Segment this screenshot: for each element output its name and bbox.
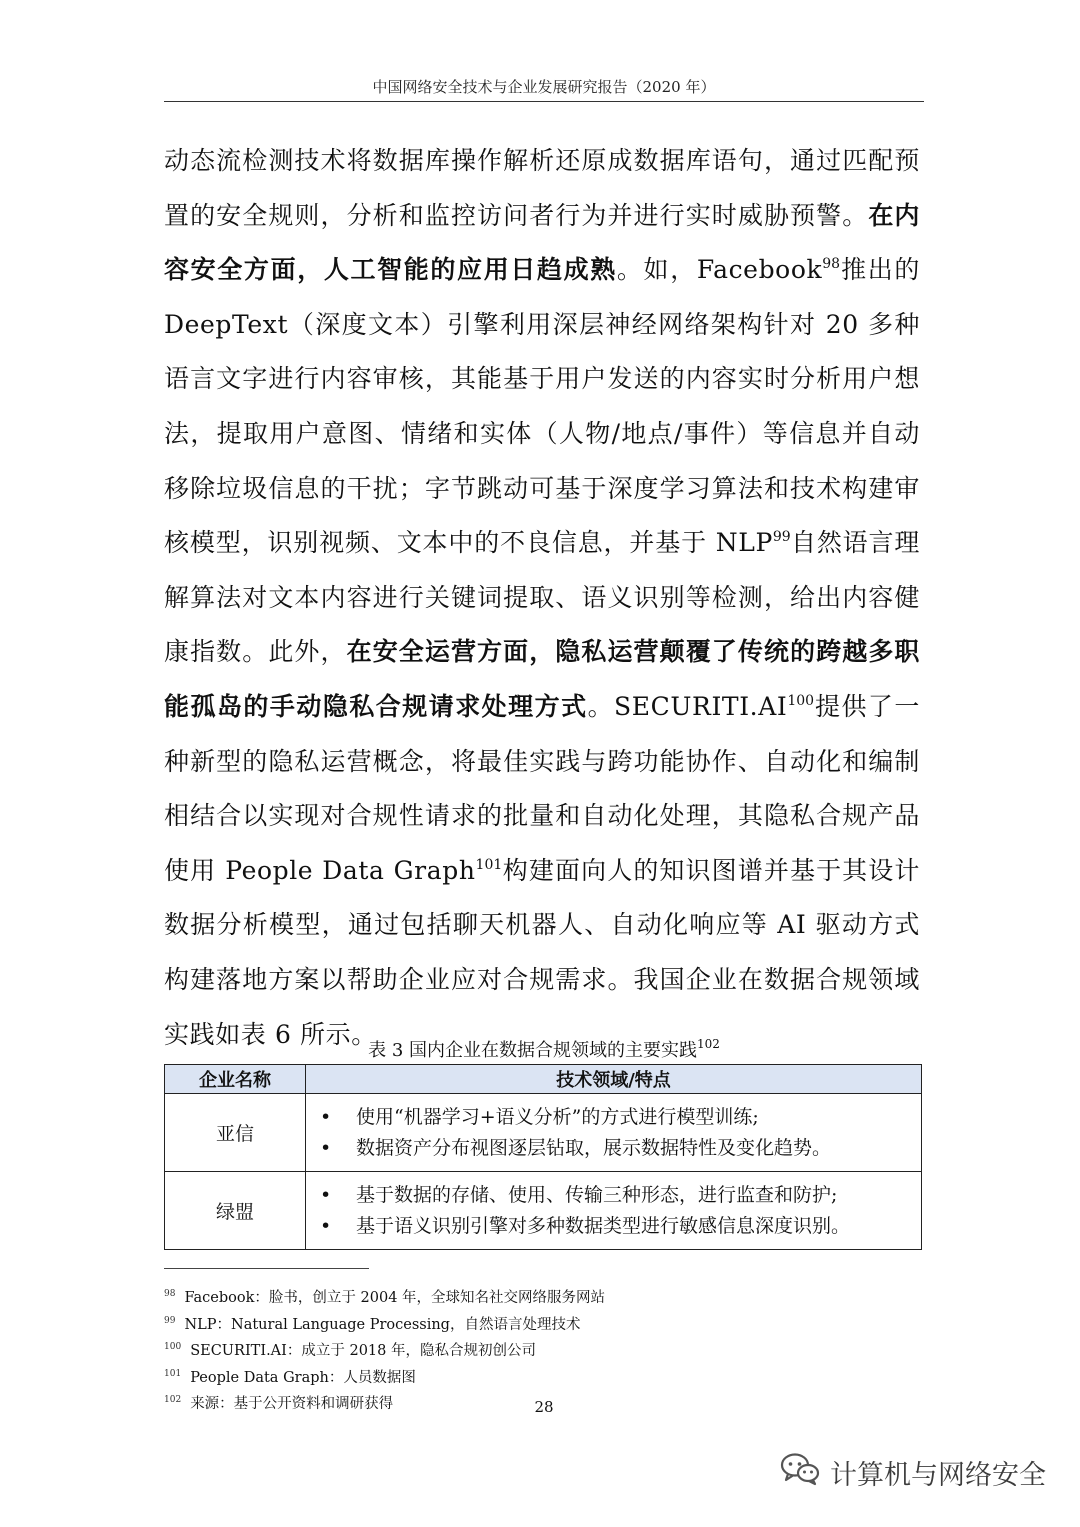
company-name: 绿盟: [165, 1172, 306, 1250]
footnote-ref-98[interactable]: 98: [822, 256, 841, 273]
table-row: [165, 1172, 922, 1250]
bullet-item: [320, 1211, 913, 1242]
bullet-icon: •: [320, 1214, 332, 1237]
body-text-a: 动态流检测技术将数据库操作解析还原成数据库语句，通过匹配预置的安全规则，分析和监控访问者行为并进行实时威胁预警。: [164, 146, 920, 230]
bullet-text: 基于数据的存储、使用、传输三种形态，进行监查和防护;: [356, 1183, 838, 1206]
footnote-text: Facebook：脸书，创立于 2004 年，全球知名社交网络服务网站: [184, 1290, 606, 1306]
footnote-text: SECURITI.AI：成立于 2018 年，隐私合规初创公司: [190, 1343, 536, 1359]
footnote-mark: 100: [164, 1342, 182, 1352]
bullet-icon: •: [320, 1105, 332, 1128]
body-bold-security-ops: 在安全运营方面，隐私运营颠覆了传统的跨越多职能孤岛的手动隐私合规请求处理方式: [164, 637, 921, 721]
bullet-item: [320, 1180, 913, 1211]
feature-cell: [306, 1172, 922, 1250]
footnote-ref-101[interactable]: 101: [475, 856, 503, 873]
body-text-i: 构建面向人的知识图谱并基于其设计数据分析模型，通过包括聊天机器人、自动化响应等 AI 驱动方式构建落地方案以帮助企业应对合规需求。我国企业在数据合规领域实践如表 6 所示。: [164, 855, 920, 1049]
footnote-98: [164, 1283, 924, 1310]
practice-table: [164, 1064, 922, 1250]
company-name: 亚信: [165, 1094, 306, 1172]
footnote-ref-99[interactable]: 99: [772, 529, 791, 546]
footnotes: [164, 1283, 924, 1416]
running-header: 中国网络安全技术与企业发展研究报告（2020 年）: [372, 78, 716, 96]
bullet-text: 数据资产分布视图逐层钻取，展示数据特性及变化趋势。: [356, 1136, 832, 1159]
page-number: 28: [534, 1398, 554, 1416]
body-text-h: 提供了一种新型的隐私运营概念，将最佳实践与跨功能协作、自动化和编制相结合以实现对合规性请求的批量和自动化处理，其隐私合规产品使用 People Data Graph: [164, 691, 920, 885]
body-text-c: 。如，Facebook: [616, 255, 823, 285]
table-caption-text: 表 3 国内企业在数据合规领域的主要实践: [368, 1040, 697, 1061]
table-row: [165, 1094, 922, 1172]
footnote-ref-100[interactable]: 100: [787, 692, 815, 709]
bullet-item: [320, 1133, 913, 1164]
body-text-e: 自然语言理解算法对文本内容进行关键词提取、语义识别等检测，给出内容健康指数。此外，: [164, 528, 920, 667]
footnote-text: People Data Graph：人员数据图: [190, 1369, 416, 1386]
footnote-99: [164, 1310, 924, 1337]
footnote-text: NLP：Natural Language Processing，自然语言处理技术: [184, 1316, 581, 1333]
column-header-company: 企业名称: [165, 1065, 306, 1094]
bullet-icon: •: [320, 1136, 332, 1159]
footnote-100: [164, 1336, 924, 1363]
body-text-d: 推出的 DeepText（深度文本）引擎利用深层神经网络架构针对 20 多种语言文字进行内容审核，其能基于用户发送的内容实时分析用户想法，提取用户意图、情绪和实体（人物/地点/事件）等信息并自动移除垃圾信息的干扰；字节跳动可基于深度学习算法和技术构建审核模型，识别视频、文本中的不良信息，并基于 NLP: [164, 255, 920, 558]
footnote-ref-102[interactable]: 102: [697, 1037, 720, 1051]
header-rule: [164, 101, 924, 102]
bullet-text: 基于语义识别引擎对多种数据类型进行敏感信息深度识别。: [356, 1214, 851, 1237]
footnote-mark: 102: [164, 1395, 182, 1405]
wechat-icon: [780, 1452, 820, 1493]
watermark-text: 计算机与网络安全: [830, 1460, 1046, 1491]
footnote-mark: 99: [164, 1315, 176, 1326]
bullet-text: 使用“机器学习+语义分析”的方式进行模型训练;: [356, 1105, 759, 1128]
body-text-g: 。SECURITI.AI: [587, 691, 788, 721]
bullet-icon: •: [320, 1183, 332, 1206]
feature-cell: [306, 1094, 922, 1172]
watermark: [780, 1452, 1046, 1493]
footnote-text: 来源：基于公开资料和调研获得: [190, 1396, 394, 1412]
table-caption: [164, 1036, 924, 1062]
footnote-mark: 98: [164, 1289, 176, 1299]
footnote-101: [164, 1363, 924, 1390]
column-header-features: 技术领域/特点: [306, 1065, 922, 1094]
footnote-mark: 101: [164, 1368, 182, 1379]
bullet-item: [320, 1102, 913, 1133]
footnote-rule: [164, 1268, 369, 1269]
body-bold-content-security: 在内容安全方面，人工智能的应用日趋成熟: [164, 200, 920, 285]
table-header-row: [165, 1065, 922, 1094]
body-paragraph: [164, 134, 920, 1062]
